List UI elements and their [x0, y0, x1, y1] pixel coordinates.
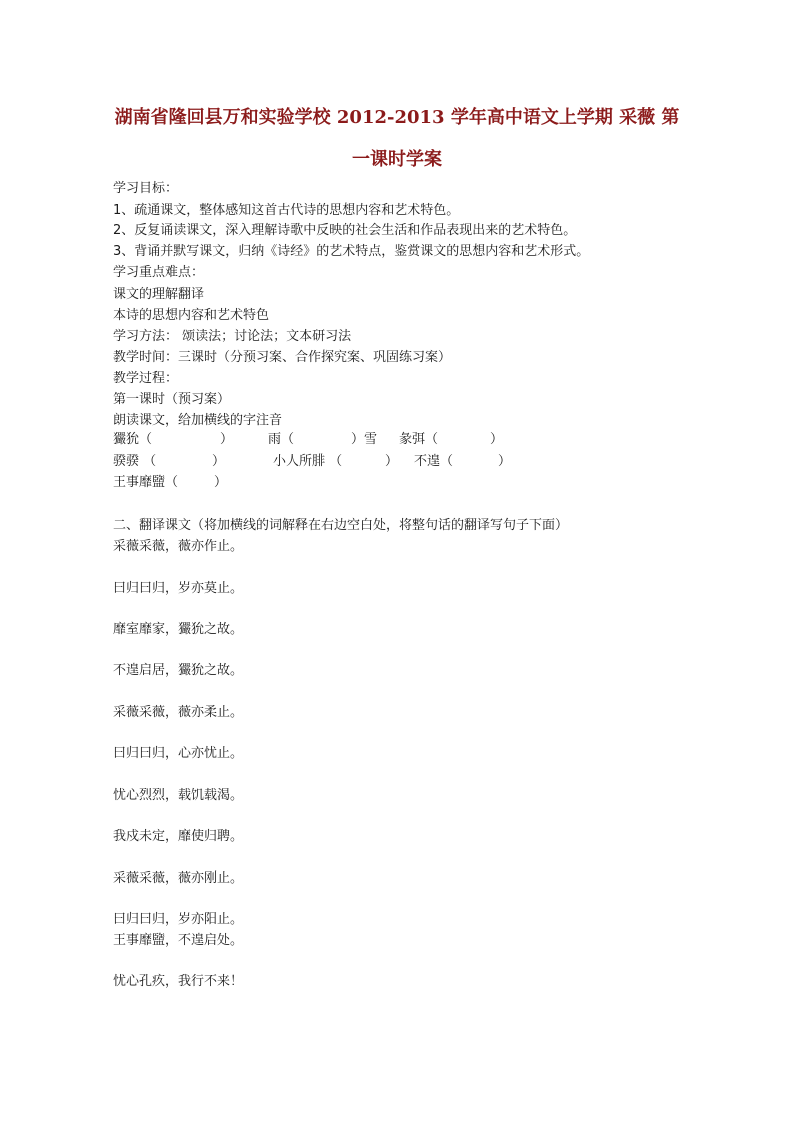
pinyin-blank-label: 玁狁（	[113, 432, 153, 447]
pinyin-blank-close: ）	[490, 432, 504, 447]
objective-item: 2、反复诵读课文，深入理解诗歌中反映的社会生活和作品表现出来的艺术特色。	[113, 223, 577, 238]
poem-line: 忧心孔疚，我行不来！	[113, 974, 244, 989]
poem-line: 采薇采薇，薇亦作止。	[113, 539, 244, 554]
poem-line: 曰归曰归，岁亦莫止。	[113, 581, 244, 596]
pinyin-blank-close: ）	[385, 454, 399, 469]
poem-line: 曰归曰归，岁亦阳止。	[113, 912, 244, 927]
poem-line: 靡室靡家，玁狁之故。	[113, 622, 244, 637]
study-method: 学习方法： 颂读法；讨论法；文本研习法	[113, 329, 352, 344]
pinyin-blank-label: 骙骙 （	[113, 454, 157, 469]
lesson-one-heading: 第一课时（预习案）	[113, 392, 231, 407]
objective-item: 3、背诵并默写课文，归纳《诗经》的艺术特点，鉴赏课文的思想内容和艺术形式。	[113, 244, 590, 259]
pinyin-blank-close: ）	[214, 475, 228, 490]
poem-line: 采薇采薇，薇亦柔止。	[113, 705, 244, 720]
pinyin-blank-close: ）	[498, 454, 512, 469]
pinyin-blank-close: ）雪	[351, 432, 378, 447]
key-point-item: 本诗的思想内容和艺术特色	[113, 308, 270, 323]
pinyin-blank-close: ）	[220, 432, 234, 447]
pinyin-blank-label: 不遑（	[414, 454, 454, 469]
pinyin-row-2	[113, 453, 533, 471]
teaching-process-heading: 教学过程：	[113, 371, 179, 386]
poem-line: 采薇采薇，薇亦刚止。	[113, 871, 244, 886]
translate-heading: 二、翻译课文（将加横线的词解释在右边空白处，将整句话的翻译写句子下面）	[113, 518, 569, 533]
pinyin-blank-label: 王事靡盬（	[113, 475, 179, 490]
pinyin-blank-label: 小人所腓 （	[273, 454, 343, 469]
key-point-item: 课文的理解翻译	[113, 287, 205, 302]
objective-item: 1、疏通课文，整体感知这首古代诗的思想内容和艺术特色。	[113, 203, 460, 218]
poem-line: 我戍未定，靡使归聘。	[113, 829, 244, 844]
title-line-1: 湖南省隆回县万和实验学校 2012-2013 学年高中语文上学期 采薇 第	[114, 107, 680, 128]
teaching-time: 教学时间：三课时（分预习案、合作探究案、巩固练习案）	[113, 350, 452, 365]
poem-line: 曰归曰归，心亦忧止。	[113, 746, 244, 761]
key-points-heading: 学习重点难点：	[113, 265, 205, 280]
poem-line: 不遑启居，玁狁之故。	[113, 663, 244, 678]
pinyin-instruction: 朗读课文，给加横线的字注音	[113, 413, 283, 428]
poem-line: 忧心烈烈，载饥载渴。	[113, 788, 244, 803]
pinyin-blank-close: ）	[212, 454, 226, 469]
pinyin-blank-label: 彖弭（	[399, 432, 439, 447]
pinyin-row-1	[113, 431, 533, 449]
pinyin-row-3	[113, 474, 313, 492]
title-line-2: 一课时学案	[352, 149, 442, 170]
poem-line: 王事靡盬，不遑启处。	[113, 933, 244, 948]
pinyin-blank-label: 雨（	[268, 432, 295, 447]
objectives-heading: 学习目标：	[113, 181, 179, 196]
